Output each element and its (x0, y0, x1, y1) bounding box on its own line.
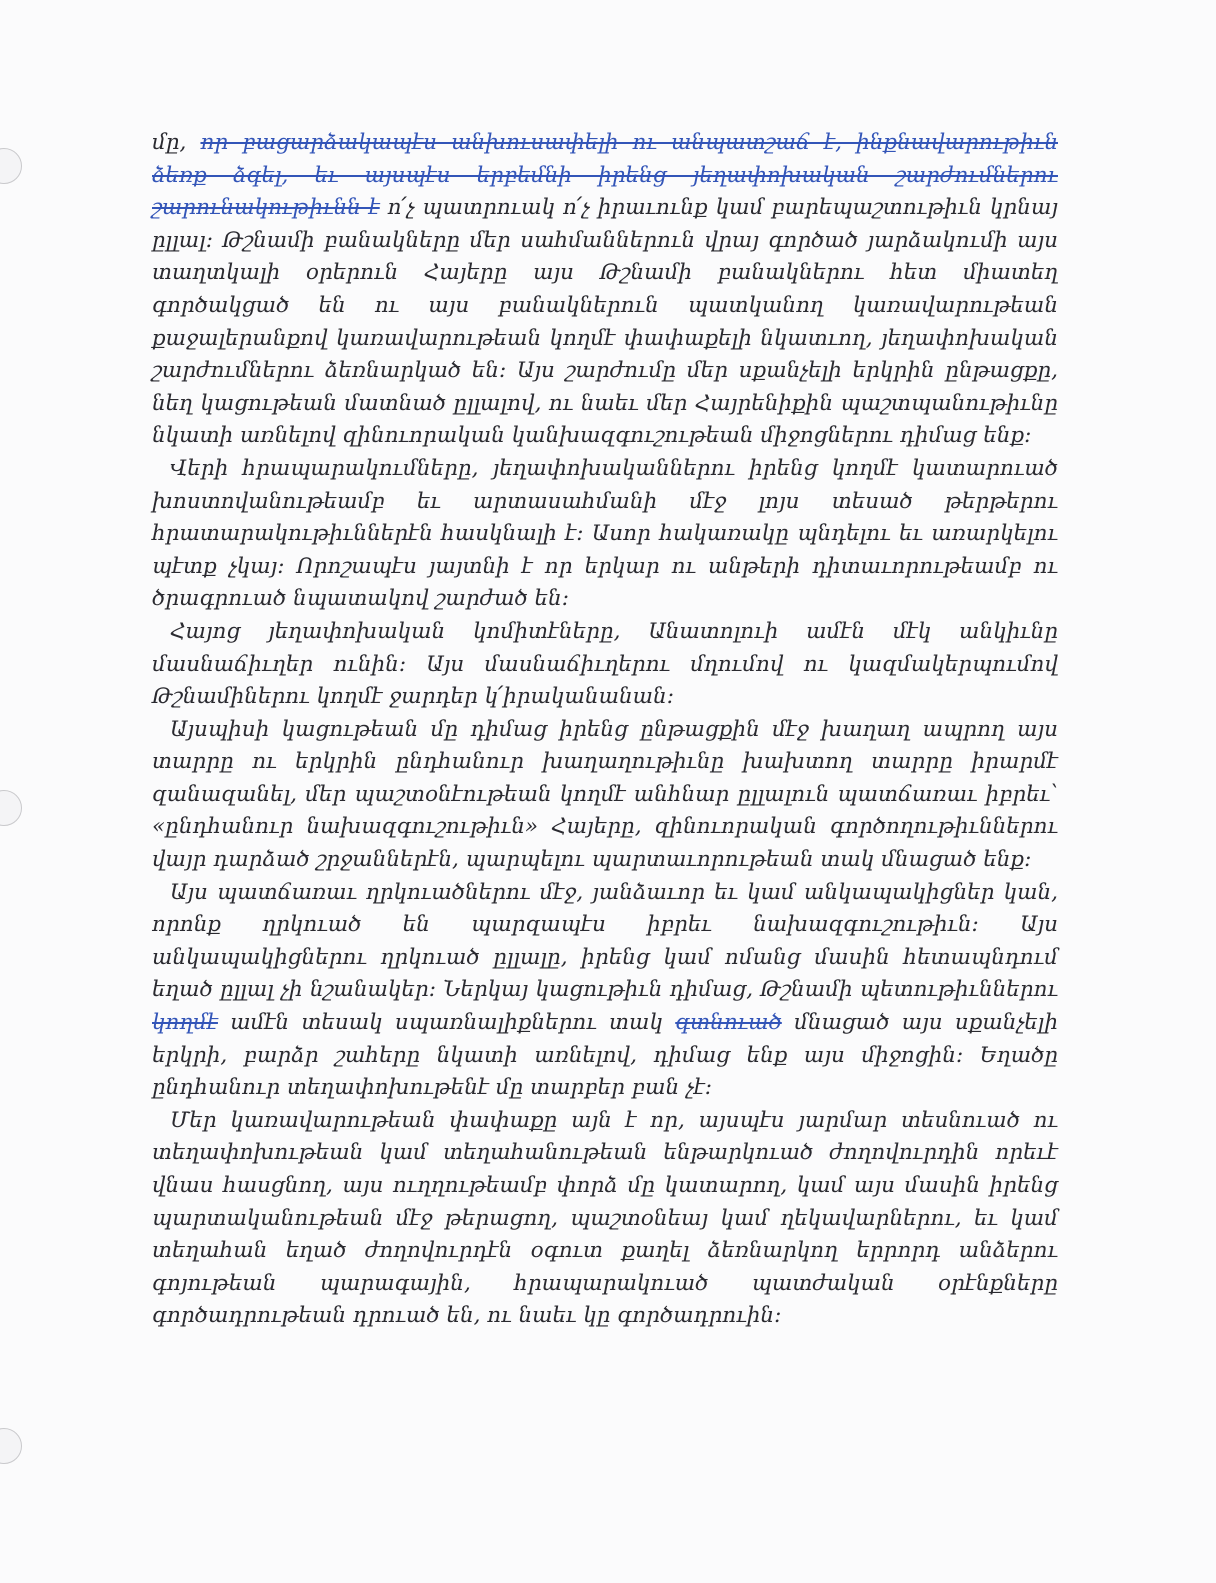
punch-hole-bottom (0, 1428, 22, 1464)
paragraph-text: ո՛չ պատրուակ ո՛չ իրաւունք կամ բարեպաշտութիւն կրնայ ըլլալ: Թշնամի բանակները մեր սահմաններուն վրայ գործած յարձակումի այս տաղտկալի օրերուն Հայերը այս Թշնամի բանակներու հետ միատեղ գործակցած են ու այս բանակներուն պատկանող կառավարութեան քաջալերանքով կառավարութեան կողմէ փափաքելի նկատւող, յեղափոխական շարժումներու ձեռնարկած են: Այս շարժումը մեր սքանչելի երկրին ընթացքը, նեղ կացութեան մատնած ըլլալով, ու նաեւ մեր Հայրենիքին պաշտպանութիւնը նկատի առնելով զինուորական կանխազգուշութեան միջոցներու դիմաց ենք: (152, 195, 1058, 449)
struck-through-text: գտնուած (675, 1010, 782, 1036)
paragraph (152, 714, 1058, 877)
punch-hole-top (0, 148, 22, 184)
paragraph-text: Այսպիսի կացութեան մը դիմաց իրենց ընթացքին մէջ խաղաղ ապրող այս տարրը ու երկրին ընդհանուր խաղաղութիւնը խախտող տարրը իրարմէ զանազանել, մեր պաշտօնէութեան կողմէ անհնար ըլլալուն պատճառաւ իբրեւ՝ «ընդհանուր նախազգուշութիւն» Հայերը, զինուորական գործողութիւններու վայր դարձած շրջաններէն, պարպելու պարտաւորութեան տակ մնացած ենք: (152, 716, 1058, 873)
paragraph-text: Հայոց յեղափոխական կոմիտէները, Անատոլուի ամէն մէկ անկիւնը մասնաճիւղեր ունին: Այս մասնաճիւղերու մղումով ու կազմակերպումով Թշնամիներու կողմէ ջարդեր կ՛իրականանան: (152, 618, 1058, 710)
paragraph-text: Մեր կառավարութեան փափաքը այն է որ, այսպէս յարմար տեսնուած ու տեղափոխութեան կամ տեղահանութեան ենթարկուած ժողովուրդին որեւէ վնաս հասցնող, այս ուղղութեամբ փորձ մը կատարող, կամ այս մասին իրենց պարտականութեան մէջ թերացող, պաշտօնեայ կամ ղեկավարներու, եւ կամ տեղահան եղած ժողովուրդէն օգուտ քաղել ձեռնարկող երրորդ անձերու գոյութեան պարագային, հրապարակուած պատժական օրէնքները գործադրութեան դրուած են, ու նաեւ կը գործադրուին: (152, 1107, 1058, 1329)
punch-hole-middle (0, 790, 22, 826)
paragraph-text: մնացած այս սքանչելի երկրի, բարձր շահերը նկատի առնելով, դիմաց ենք այս միջոցին: Եղածը ընդհանուր տեղափոխութենէ մը տարբեր բան չէ: (152, 1010, 1058, 1101)
paragraph (152, 877, 1058, 1105)
paragraph (152, 616, 1058, 714)
paragraph (152, 127, 1058, 453)
document-body (152, 127, 1058, 1333)
paragraph-text: ամէն տեսակ սպառնալիքներու տակ (217, 1010, 676, 1036)
paragraph-text: Վերի հրապարակումները, յեղափոխականներու իրենց կողմէ կատարուած խոստովանութեամբ եւ արտասահմանի մէջ լոյս տեսած թերթերու հրատարակութիւններէն հասկնալի է: Ասոր հակառակը պնդելու եւ առարկելու պէտք չկայ: Որոշապէս յայտնի է որ երկար ու անթերի դիտաւորութեամբ ու ծրագրուած նպատակով շարժած են: (152, 455, 1058, 612)
paragraph (152, 453, 1058, 616)
struck-through-text: որ բացարձակապէս անխուսափելի ու անպատշաճ է, ինքնավարութիւն ձեռք ձգել, եւ այսպէս երբեմնի իրենց յեղափոխական շարժումներու շարունակութիւնն է (152, 130, 1058, 221)
paragraph-text: Այս պատճառաւ ղրկուածներու մէջ, յանձաւոր եւ կամ անկապակիցներ կան, որոնք ղրկուած են պարզապէս իբրեւ նախազգուշութիւն: Այս անկապակիցներու ղրկուած ըլլալը, իրենց կամ ոմանց մասին հետապնդում եղած ըլլալ չի նշանակեր: Ներկայ կացութիւն դիմաց, Թշնամի պետութիւններու (152, 879, 1058, 1003)
paragraph (152, 1105, 1058, 1333)
struck-through-text: կողմէ (152, 1010, 218, 1036)
paragraph-text: մը, (152, 130, 201, 155)
